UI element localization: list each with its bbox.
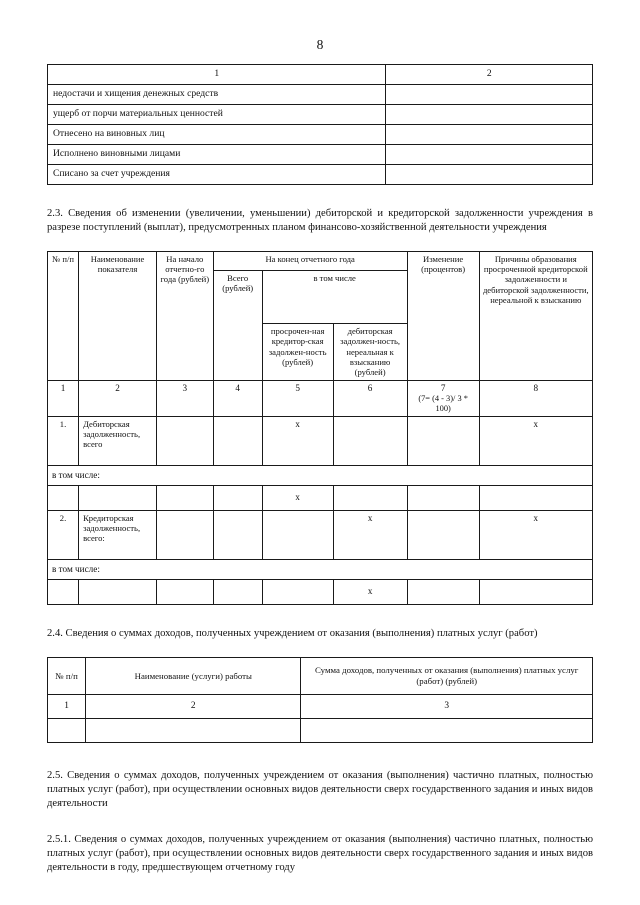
table-header-row bbox=[48, 251, 593, 270]
table-row bbox=[48, 124, 593, 144]
section-2-4-heading: 2.4. Сведения о суммах доходов, полученных учреждением от оказания (выполнения) платных услуг (работ) bbox=[47, 627, 538, 639]
column-number-7-value: 7 bbox=[440, 382, 446, 393]
section-2-5-1-heading: 2.5.1. Сведения о суммах доходов, полученных учреждением от оказания (выполнения) частично платных, полностью платных услуг (работ), при осуществлении основных видов деятельности сверх государственного задания и иных видов деятельности в году, предшествующем отчетному году bbox=[47, 834, 593, 874]
row-reasons: х bbox=[479, 416, 592, 465]
continuation-table bbox=[47, 64, 593, 185]
page-number: 8 bbox=[316, 37, 324, 52]
row-name[interactable] bbox=[79, 579, 157, 604]
row-change[interactable] bbox=[407, 416, 479, 465]
column-number-5: 5 bbox=[262, 380, 333, 416]
row-name: Дебиторская задолженность, всего bbox=[79, 416, 157, 465]
header-in-that-number: в том числе bbox=[262, 270, 407, 323]
row-begin-year[interactable] bbox=[156, 485, 213, 510]
row-no: 2. bbox=[48, 510, 79, 559]
section-2-5-heading: 2.5. Сведения о суммах доходов, полученных учреждением от оказания (выполнения) частично платных, полностью платных услуг (работ), при осуществлении основных видов деятельности сверх государственного задания и иных видов деятельности bbox=[47, 769, 593, 810]
row-change[interactable] bbox=[407, 510, 479, 559]
row-no[interactable] bbox=[48, 485, 79, 510]
table-row bbox=[48, 579, 593, 604]
row-debit-unreal: х bbox=[333, 510, 407, 559]
header-indicator: Наименование показателя bbox=[79, 251, 157, 380]
table-row bbox=[48, 485, 593, 510]
column-number-2: 2 bbox=[386, 64, 593, 84]
header-begin-year: На начало отчетно-го года (рублей) bbox=[156, 251, 213, 380]
column-number-7 bbox=[407, 380, 479, 416]
header-overdue-credit: просрочен-ная кредитор-ская задолжен-ность (рублей) bbox=[262, 324, 333, 381]
row-no[interactable] bbox=[48, 579, 79, 604]
row-begin-year[interactable] bbox=[156, 579, 213, 604]
column-number-2: 2 bbox=[86, 694, 301, 718]
column-number-4: 4 bbox=[213, 380, 262, 416]
column-number-6: 6 bbox=[333, 380, 407, 416]
header-service-name: Наименование (услуги) работы bbox=[86, 657, 301, 694]
column-number-row bbox=[48, 694, 593, 718]
row-overdue-credit[interactable] bbox=[262, 510, 333, 559]
column-number-8: 8 bbox=[479, 380, 592, 416]
header-end-year-group: На конец отчетного года bbox=[213, 251, 407, 270]
header-debit-unreal: дебиторская задолжен-ность, нереальная к взысканию (рублей) bbox=[333, 324, 407, 381]
column-number-2: 2 bbox=[79, 380, 157, 416]
row-label: Списано за счет учреждения bbox=[48, 164, 386, 184]
table-row bbox=[48, 510, 593, 559]
paid-services-table bbox=[47, 657, 593, 743]
row-reasons[interactable] bbox=[479, 579, 592, 604]
column-number-1: 1 bbox=[48, 694, 86, 718]
page-content bbox=[47, 52, 593, 876]
row-income-sum[interactable] bbox=[301, 718, 593, 742]
row-value[interactable] bbox=[386, 124, 593, 144]
column-7-formula: (7= (4 - 3)/ 3 * 100) bbox=[418, 393, 468, 413]
row-total[interactable] bbox=[213, 510, 262, 559]
row-no: 1. bbox=[48, 416, 79, 465]
table-row bbox=[48, 164, 593, 184]
row-no[interactable] bbox=[48, 718, 86, 742]
column-number-3: 3 bbox=[301, 694, 593, 718]
row-begin-year[interactable] bbox=[156, 510, 213, 559]
row-total[interactable] bbox=[213, 416, 262, 465]
including-row bbox=[48, 559, 593, 579]
row-reasons[interactable] bbox=[479, 485, 592, 510]
row-debit-unreal[interactable] bbox=[333, 416, 407, 465]
row-change[interactable] bbox=[407, 579, 479, 604]
table-row bbox=[48, 64, 593, 84]
column-number-3: 3 bbox=[156, 380, 213, 416]
row-label: ущерб от порчи материальных ценностей bbox=[48, 104, 386, 124]
header-reasons: Причины образования просроченной кредиторской задолженности и дебиторской задолженности, нереальной к взысканию bbox=[479, 251, 592, 380]
column-number-1: 1 bbox=[48, 64, 386, 84]
header-no: № п/п bbox=[48, 657, 86, 694]
row-debit-unreal: х bbox=[333, 579, 407, 604]
column-number-row bbox=[48, 380, 593, 416]
header-no: № п/п bbox=[48, 251, 79, 380]
row-reasons: х bbox=[479, 510, 592, 559]
row-label: Исполнено виновными лицами bbox=[48, 144, 386, 164]
row-service-name[interactable] bbox=[86, 718, 301, 742]
including-row bbox=[48, 465, 593, 485]
row-value[interactable] bbox=[386, 144, 593, 164]
debts-table bbox=[47, 251, 593, 605]
column-number-1: 1 bbox=[48, 380, 79, 416]
row-value[interactable] bbox=[386, 84, 593, 104]
row-value[interactable] bbox=[386, 104, 593, 124]
table-row bbox=[48, 144, 593, 164]
row-begin-year[interactable] bbox=[156, 416, 213, 465]
row-value[interactable] bbox=[386, 164, 593, 184]
row-total[interactable] bbox=[213, 579, 262, 604]
header-change: Изменение (процентов) bbox=[407, 251, 479, 380]
table-row bbox=[48, 416, 593, 465]
row-overdue-credit: х bbox=[262, 485, 333, 510]
table-row bbox=[48, 84, 593, 104]
row-overdue-credit: х bbox=[262, 416, 333, 465]
row-overdue-credit[interactable] bbox=[262, 579, 333, 604]
table-row bbox=[48, 104, 593, 124]
row-name: Кредиторская задолженность, всего: bbox=[79, 510, 157, 559]
table-row bbox=[48, 718, 593, 742]
table-header-row bbox=[48, 657, 593, 694]
including-label: в том числе: bbox=[48, 559, 593, 579]
row-total[interactable] bbox=[213, 485, 262, 510]
row-name[interactable] bbox=[79, 485, 157, 510]
row-change[interactable] bbox=[407, 485, 479, 510]
header-total: Всего (рублей) bbox=[213, 270, 262, 380]
header-income-sum: Сумма доходов, полученных от оказания (выполнения) платных услуг (работ) (рублей) bbox=[301, 657, 593, 694]
row-debit-unreal[interactable] bbox=[333, 485, 407, 510]
row-label: Отнесено на виновных лиц bbox=[48, 124, 386, 144]
section-2-3-heading: 2.3. Сведения об изменении (увеличении, уменьшении) дебиторской и кредиторской задолженности учреждения в разрезе поступлений (выплат), предусмотренных планом финансово-хозяйственной деятельности учреждения bbox=[47, 207, 593, 233]
including-label: в том числе: bbox=[48, 465, 593, 485]
row-label: недостачи и хищения денежных средств bbox=[48, 84, 386, 104]
